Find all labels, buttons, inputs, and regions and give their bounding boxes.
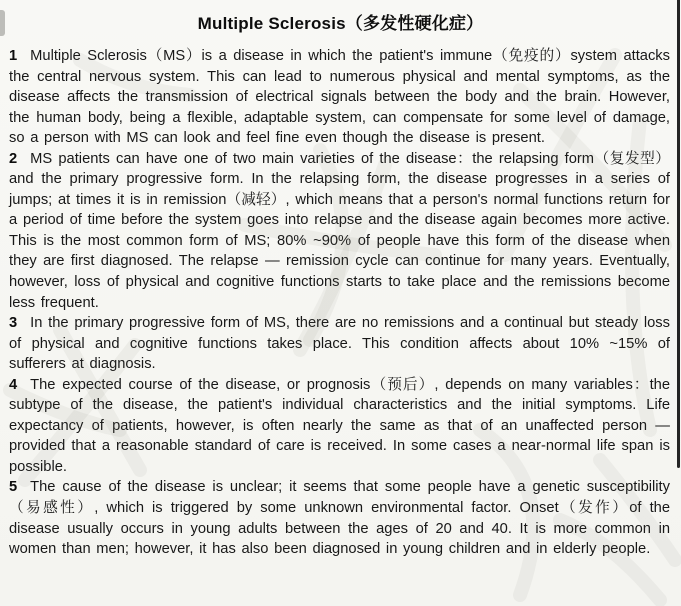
paragraph-4-text: The expected course of the disease, or prognosis（预后）, depends on many variables：the subtype of the disease, the patient's individual characteristics and the initial symptoms. Life expectancy of patients, however, is often nearly the same as that of an unaffected person — provided that a reasonable standard of care is received. In some cases a near-normal life span is possible. <box>9 376 670 475</box>
paragraph-4-number: 4 <box>9 376 18 393</box>
passage-body <box>0 46 681 560</box>
paragraph-2-text: MS patients can have one of two main varieties of the disease：the relapsing form（复发型）and the primary progressive form. In the relapsing form, the disease progresses in a series of jumps; at times it is in remission（减轻）, which means that a person's normal functions return for a period of time before the system goes into relapse and the disease again becomes more active. This is the most common form of MS; 80% ~90% of people have this form of the disease when they are first diagnosed. The relapse — remission cycle can continue for many years. Eventually, however, loss of physical and cognitive functions starts to take place and the remissions become less frequent. <box>9 150 670 311</box>
paragraph-2-number: 2 <box>9 150 18 167</box>
paragraph-3-text: In the primary progressive form of MS, there are no remissions and a continual but steady loss of physical and cognitive functions takes place. This condition affects about 10% ~15% of sufferers at diagnosis. <box>9 315 670 373</box>
scan-corner-mark <box>0 10 5 36</box>
paragraph-5 <box>9 477 670 559</box>
paragraph-3 <box>9 313 670 375</box>
paragraph-1 <box>9 46 670 149</box>
scan-edge-line <box>677 0 680 468</box>
page-title: Multiple Sclerosis（多发性硬化症） <box>197 14 484 33</box>
paragraph-1-text: Multiple Sclerosis（MS）is a disease in which the patient's immune（免疫的）system attacks the central nervous system. This can lead to numerous physical and mental symptoms, as the disease affects the transmission of electrical signals between the body and the brain. However, the human body, being a flexible, adaptable system, can compensate for some level of damage, so a person with MS can look and feel fine even though the disease is present. <box>9 48 670 147</box>
paragraph-1-number: 1 <box>9 48 18 64</box>
paragraph-5-number: 5 <box>9 479 18 496</box>
paragraph-2 <box>9 149 670 313</box>
paragraph-3-number: 3 <box>9 315 18 332</box>
paragraph-4 <box>9 375 670 478</box>
paragraph-5-text: The cause of the disease is unclear; it seems that some people have a genetic susceptibility（易感性）, which is triggered by some unknown environmental factor. Onset（发作）of the disease usually occurs in young adults between the ages of 20 and 40. It is more common in women than men; however, it has also been diagnosed in young children and in elderly people. <box>9 479 670 558</box>
